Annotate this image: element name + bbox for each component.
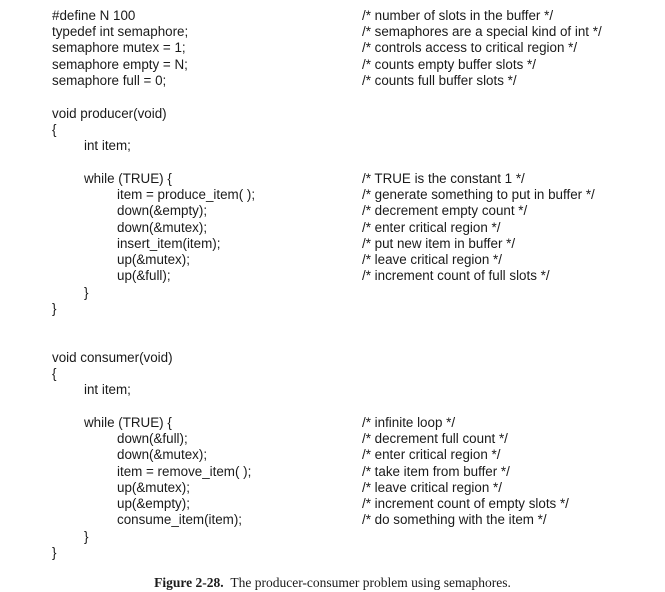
- code-comment: /* put new item in buffer */: [362, 236, 516, 251]
- code-comment: /* controls access to critical region */: [362, 40, 578, 55]
- code-statement: {: [52, 366, 57, 381]
- code-comment: /* number of slots in the buffer */: [362, 8, 554, 23]
- code-comment: /* decrement full count */: [362, 431, 508, 446]
- code-statement: }: [52, 301, 57, 316]
- code-comment: /* TRUE is the constant 1 */: [362, 171, 525, 186]
- code-statement: typedef int semaphore;: [52, 24, 189, 39]
- code-statement: }: [84, 529, 89, 544]
- code-statement: void producer(void): [52, 106, 167, 121]
- code-statement: {: [52, 122, 57, 137]
- code-statement: }: [52, 545, 57, 560]
- code-comment: /* enter critical region */: [362, 220, 501, 235]
- code-statement: int item;: [84, 138, 131, 153]
- figure-caption: [0, 575, 665, 591]
- code-statement: semaphore empty = N;: [52, 57, 188, 72]
- code-statement: down(&empty);: [117, 203, 208, 218]
- code-comment: /* counts empty buffer slots */: [362, 57, 536, 72]
- code-statement: down(&mutex);: [117, 220, 208, 235]
- code-statement: item = produce_item( );: [117, 187, 256, 202]
- code-comment: /* decrement empty count */: [362, 203, 528, 218]
- figure-caption-text: The producer-consumer problem using semaphores.: [230, 575, 511, 590]
- code-comment: /* infinite loop */: [362, 415, 456, 430]
- code-comment: /* increment count of full slots */: [362, 268, 550, 283]
- code-comment: /* generate something to put in buffer */: [362, 187, 595, 202]
- code-statement: while (TRUE) {: [84, 415, 172, 430]
- code-statement: down(&full);: [117, 431, 188, 446]
- code-statement: while (TRUE) {: [84, 171, 172, 186]
- code-statement: insert_item(item);: [117, 236, 221, 251]
- code-statement: up(&full);: [117, 268, 171, 283]
- code-comment: /* increment count of empty slots */: [362, 496, 569, 511]
- code-statement: up(&mutex);: [117, 252, 190, 267]
- code-statement: int item;: [84, 382, 131, 397]
- figure-label: Figure 2-28.: [154, 575, 224, 590]
- code-statement: down(&mutex);: [117, 447, 208, 462]
- code-comment: /* semaphores are a special kind of int */: [362, 24, 602, 39]
- code-comment: /* do something with the item */: [362, 512, 547, 527]
- code-statement: up(&empty);: [117, 496, 190, 511]
- code-statement: item = remove_item( );: [117, 464, 252, 479]
- code-statement: }: [84, 285, 89, 300]
- code-statement: semaphore mutex = 1;: [52, 40, 186, 55]
- code-comment: /* take item from buffer */: [362, 464, 510, 479]
- code-statement: semaphore full = 0;: [52, 73, 167, 88]
- code-statement: #define N 100: [52, 8, 136, 23]
- code-comment: /* enter critical region */: [362, 447, 501, 462]
- code-comment: /* leave critical region */: [362, 480, 502, 495]
- code-comment: /* counts full buffer slots */: [362, 73, 517, 88]
- code-comment: /* leave critical region */: [362, 252, 502, 267]
- code-statement: void consumer(void): [52, 350, 173, 365]
- code-statement: consume_item(item);: [117, 512, 243, 527]
- code-statement: up(&mutex);: [117, 480, 190, 495]
